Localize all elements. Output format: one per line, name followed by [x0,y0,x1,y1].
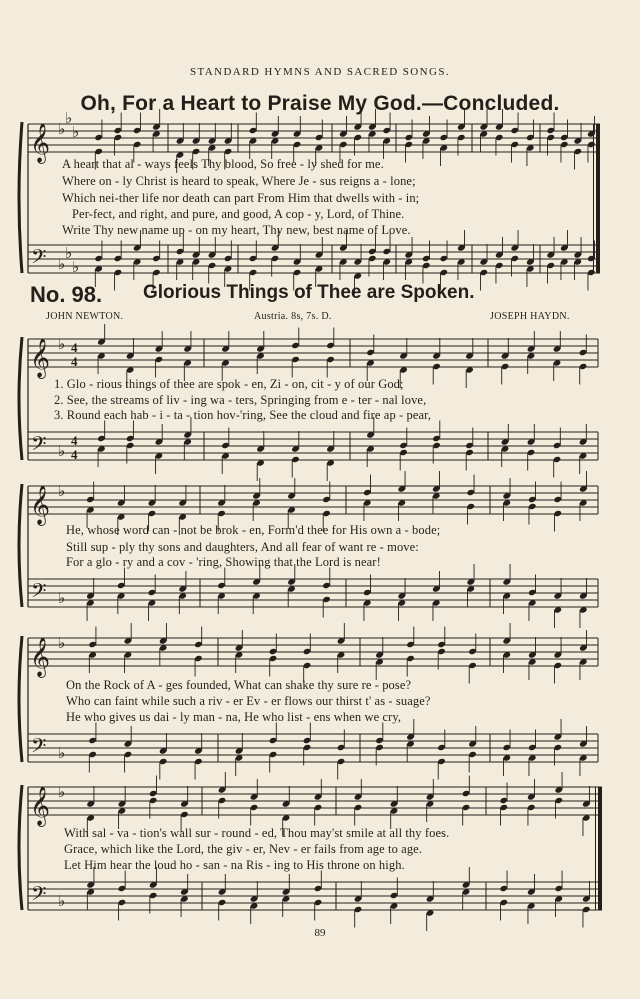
flat-sign-icon: ♭ [58,482,66,500]
treble-clef-icon: 𝄞 [30,786,51,826]
flat-sign-icon: ♭ [65,109,73,127]
flat-sign-icon: ♭ [58,634,66,652]
time-signature: 4 [71,433,78,448]
flat-sign-icon: ♭ [58,892,66,910]
flat-sign-icon: ♭ [58,744,66,762]
bass-clef-icon: 𝄢 [31,734,47,762]
final-barline-icon [596,124,600,273]
previous-lyric-line-2: Where on - ly Christ is heard to speak, Where Je - sus reigns a - lone; [62,174,416,188]
hymn-author: JOHN NEWTON. [46,311,124,322]
system-4-lyric-1: With sal - va - tion's wall sur - round - ed, Thou may'st smile at all thy foes. [64,826,450,840]
system-2-lyric-3: For a glo - ry and a cov - 'ring, Showing that the Lord is near! [66,555,381,569]
bass-clef-icon: 𝄢 [31,579,47,607]
system-2-lyric-1: He, whose word can - not be brok - en, Form'd thee for His own a - bode; [66,523,441,537]
page-number: 89 [314,927,326,939]
final-barline-icon [595,787,596,910]
final-barline-icon [593,124,594,273]
previous-lyric-line-5: Write Thy new name up - on my heart, Thy new, best name of Love. [62,223,411,237]
hymn-number: No. 98. [30,282,103,307]
system-1-lyric-2: 2. See, the streams of liv - ing wa - ters, Springing from e - ter - nal love, [54,393,427,407]
previous-lyric-line-1: A heart that al - ways feels Thy blood, So free - ly shed for me. [62,157,384,171]
flat-sign-icon: ♭ [58,589,66,607]
system-1-lyric-3: 3. Round each hab - i - ta - tion hov-'ring, See the cloud and fire ap - pear, [54,408,432,422]
treble-clef-icon: 𝄞 [30,338,51,378]
previous-lyric-line-3: Which nei-ther life nor death can part From Him that dwells with - in; [62,191,420,205]
flat-sign-icon: ♭ [58,120,66,138]
previous-hymn-title: Oh, For a Heart to Praise My God.—Concluded. [80,92,560,115]
time-signature: 4 [71,447,78,462]
running-head: STANDARD HYMNS AND SACRED SONGS. [190,66,450,78]
system-1-lyric-1: 1. Glo - rious things of thee are spok - en, Zi - on, cit - y of our God; [54,377,404,391]
hymn-title: Glorious Things of Thee are Spoken. [143,282,475,303]
system-4-lyric-3: Let Him hear the loud ho - san - na Ris - ing to His throne on high. [64,858,405,872]
system-3-lyric-1: On the Rock of A - ges founded, What can shake thy sure re - pose? [66,678,412,692]
treble-clef-icon: 𝄞 [30,123,51,163]
hymn-tune: Austria. 8s, 7s. D. [254,311,332,322]
flat-sign-icon: ♭ [58,255,66,273]
bass-clef-icon: 𝄢 [31,882,47,910]
bass-clef-icon: 𝄢 [31,245,47,273]
flat-sign-icon: ♭ [72,123,80,141]
flat-sign-icon: ♭ [58,442,66,460]
system-2-brace [19,484,22,607]
flat-sign-icon: ♭ [65,244,73,262]
system-1-brace [19,337,22,460]
time-signature: 4 [71,340,78,355]
system-3-lyric-3: He who gives us dai - ly man - na, He who list - ens when we cry, [66,710,402,724]
final-barline-icon [598,787,602,910]
system-4-lyric-2: Grace, which like the Lord, the giv - er, Nev - er fails from age to age. [64,842,423,856]
previous-brace [19,122,22,273]
previous-lyric-line-4: Per-fect, and right, and pure, and good, A cop - y, Lord, of Thine. [72,207,405,221]
treble-clef-icon: 𝄞 [30,637,51,677]
time-signature: 4 [71,354,78,369]
treble-clef-icon: 𝄞 [30,485,51,525]
flat-sign-icon: ♭ [58,783,66,801]
hymn-composer: JOSEPH HAYDN. [490,311,570,322]
system-3-brace [19,636,22,762]
system-2-lyric-2: Still sup - ply thy sons and daughters, And all fear of want re - move: [66,540,419,554]
flat-sign-icon: ♭ [58,335,66,353]
system-4-brace [19,785,22,910]
system-3-lyric-2: Who can faint while such a riv - er Ev - er flows our thirst t' as - suage? [66,694,431,708]
flat-sign-icon: ♭ [72,258,80,276]
bass-clef-icon: 𝄢 [31,432,47,460]
